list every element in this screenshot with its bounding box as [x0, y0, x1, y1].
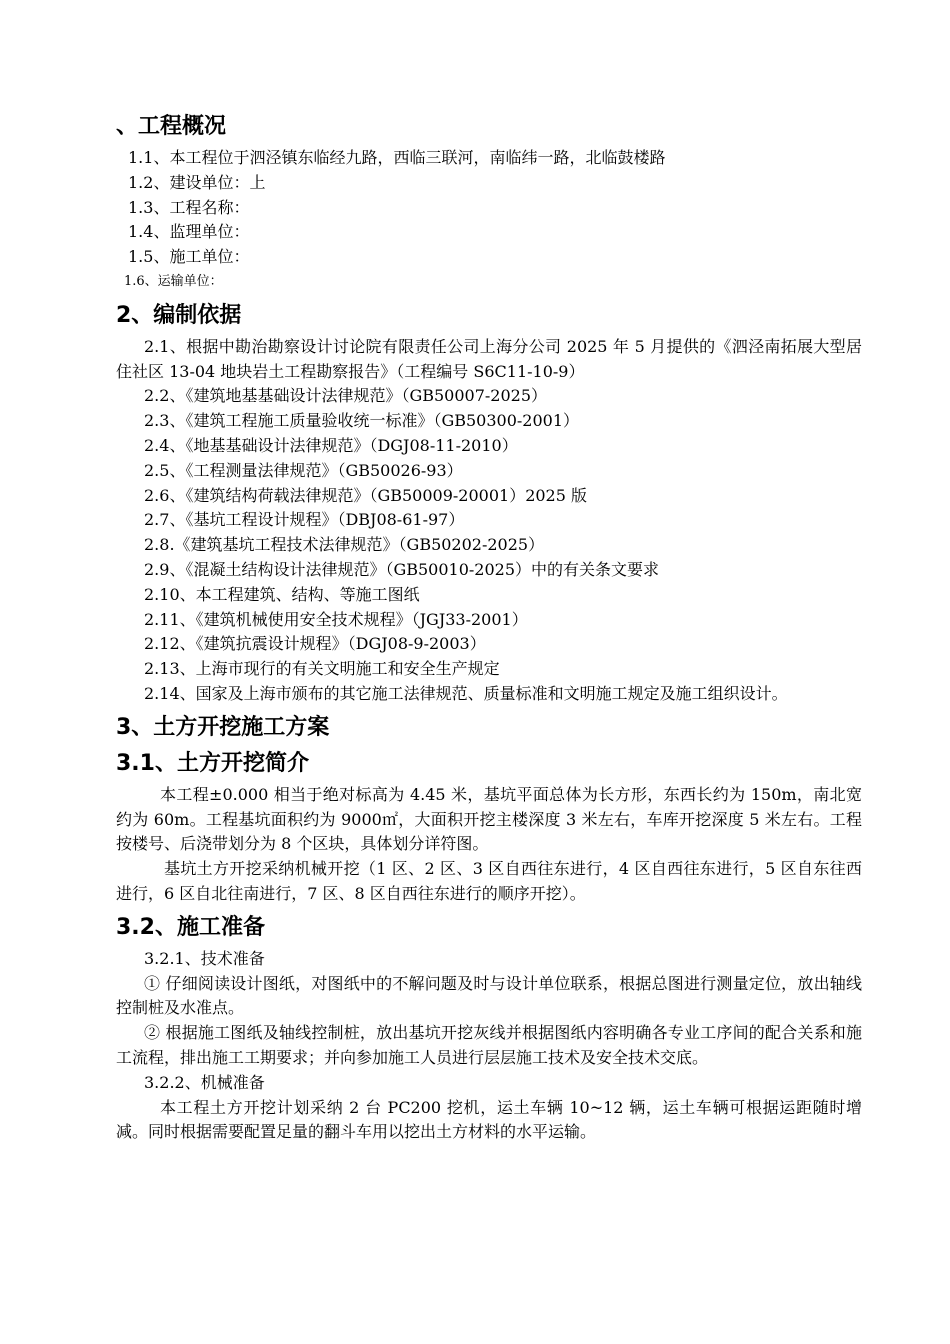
document-page — [116, 106, 862, 1145]
section-2-item: 2.4、《地基基础设计法律规范》（DGJ08-11-2010） — [144, 435, 518, 455]
section-2-item: 2.12、《建筑抗震设计规程》（DGJ08-9-2003） — [144, 634, 486, 654]
section-2-item: 2.2、《建筑地基基础设计法律规范》（GB50007-2025） — [144, 386, 548, 406]
section-2-item: 2.14、国家及上海市颁布的其它施工法律规范、质量标准和文明施工规定及施工组织设计。 — [144, 683, 788, 703]
section-1-item: 1.6、运输单位： — [124, 273, 223, 289]
section-2-item: 2.5、《工程测量法律规范》（GB50026-93） — [144, 460, 463, 480]
section-1-item: 1.1、本工程位于泗泾镇东临经九路，西临三联河，南临纬一路，北临鼓楼路 — [128, 148, 666, 167]
section-3-title: 3、土方开挖施工方案 — [116, 714, 330, 740]
section-3-1-paragraph: 本工程±0.000 相当于绝对标高为 4.45 米，基坑平面总体为长方形，东西长约为 150m，南北宽约为 60m。工程基坑面积约为 9000㎡，大面积开挖主楼深度 3 米左右，车库开挖深度 5 米左右。工程按楼号、后浇带划分为 8 个区块，具体划分详符图。 — [116, 784, 862, 854]
section-1-item: 1.3、工程名称： — [128, 197, 250, 217]
section-2-item: 2.9、《混凝土结构设计法律规范》（GB50010-2025）中的有关条文要求 — [144, 559, 660, 579]
section-3-2-2-paragraph: 本工程土方开挖计划采纳 2 台 PC200 挖机，运土车辆 10~12 辆，运土车辆可根据运距随时增减。同时根据需要配置足量的翻斗车用以挖出土方材料的水平运输。 — [116, 1097, 862, 1142]
section-1-item: 1.4、监理单位： — [128, 222, 250, 242]
section-3-1-paragraph: 基坑土方开挖采纳机械开挖（1 区、2 区、3 区自西往东进行，4 区自西往东进行，5 区自东往西进行，6 区自北往南进行，7 区、8 区自西往东进行的顺序开挖）。 — [116, 859, 862, 903]
circle-item-1: ① 仔细阅读设计图纸，对图纸中的不解问题及时与设计单位联系，根据总图进行测量定位，放出轴线控制桩及水准点。 — [116, 973, 862, 1018]
section-1-item: 1.5、施工单位： — [128, 247, 250, 267]
section-2-item: 2.3、《建筑工程施工质量验收统一标准》（GB50300-2001） — [144, 411, 580, 431]
section-2-item: 2.6、《建筑结构荷载法律规范》（GB50009-20001）2025 版 — [144, 485, 587, 505]
section-2-item: 2.11、《建筑机械使用安全技术规程》（JGJ33-2001） — [144, 609, 528, 629]
section-3-2-title: 3.2、施工准备 — [116, 914, 265, 940]
section-3-2-2-heading: 3.2.2、机械准备 — [144, 1072, 265, 1092]
section-1-title: 、工程概况 — [116, 114, 227, 139]
section-2-title: 2、编制依据 — [116, 302, 242, 328]
section-1-item: 1.2、建设单位：上 — [128, 172, 266, 192]
section-3-1-title: 3.1、土方开挖简介 — [116, 750, 309, 776]
section-2-item: 2.10、本工程建筑、结构、等施工图纸 — [144, 584, 420, 604]
section-2-item: 2.7、《基坑工程设计规程》（DBJ08-61-97） — [144, 510, 465, 530]
circle-item-2: ② 根据施工图纸及轴线控制桩，放出基坑开挖灰线并根据图纸内容明确各专业工序间的配合关系和施工流程，排出施工工期要求；并向参加施工人员进行层层施工技术及安全技术交底。 — [116, 1023, 862, 1067]
section-3-2-1-heading: 3.2.1、技术准备 — [144, 948, 265, 968]
section-2-item: 2.13、上海市现行的有关文明施工和安全生产规定 — [144, 659, 500, 679]
section-2-item: 2.1、根据中勘治勘察设计讨论院有限责任公司上海分公司 2025 年 5 月提供的《泗泾南拓展大型居住社区 13-04 地块岩土工程勘察报告》（工程编号 S6C11-10-9） — [116, 336, 862, 381]
section-2-item: 2.8.《建筑基坑工程技术法律规范》（GB50202-2025） — [144, 535, 545, 555]
